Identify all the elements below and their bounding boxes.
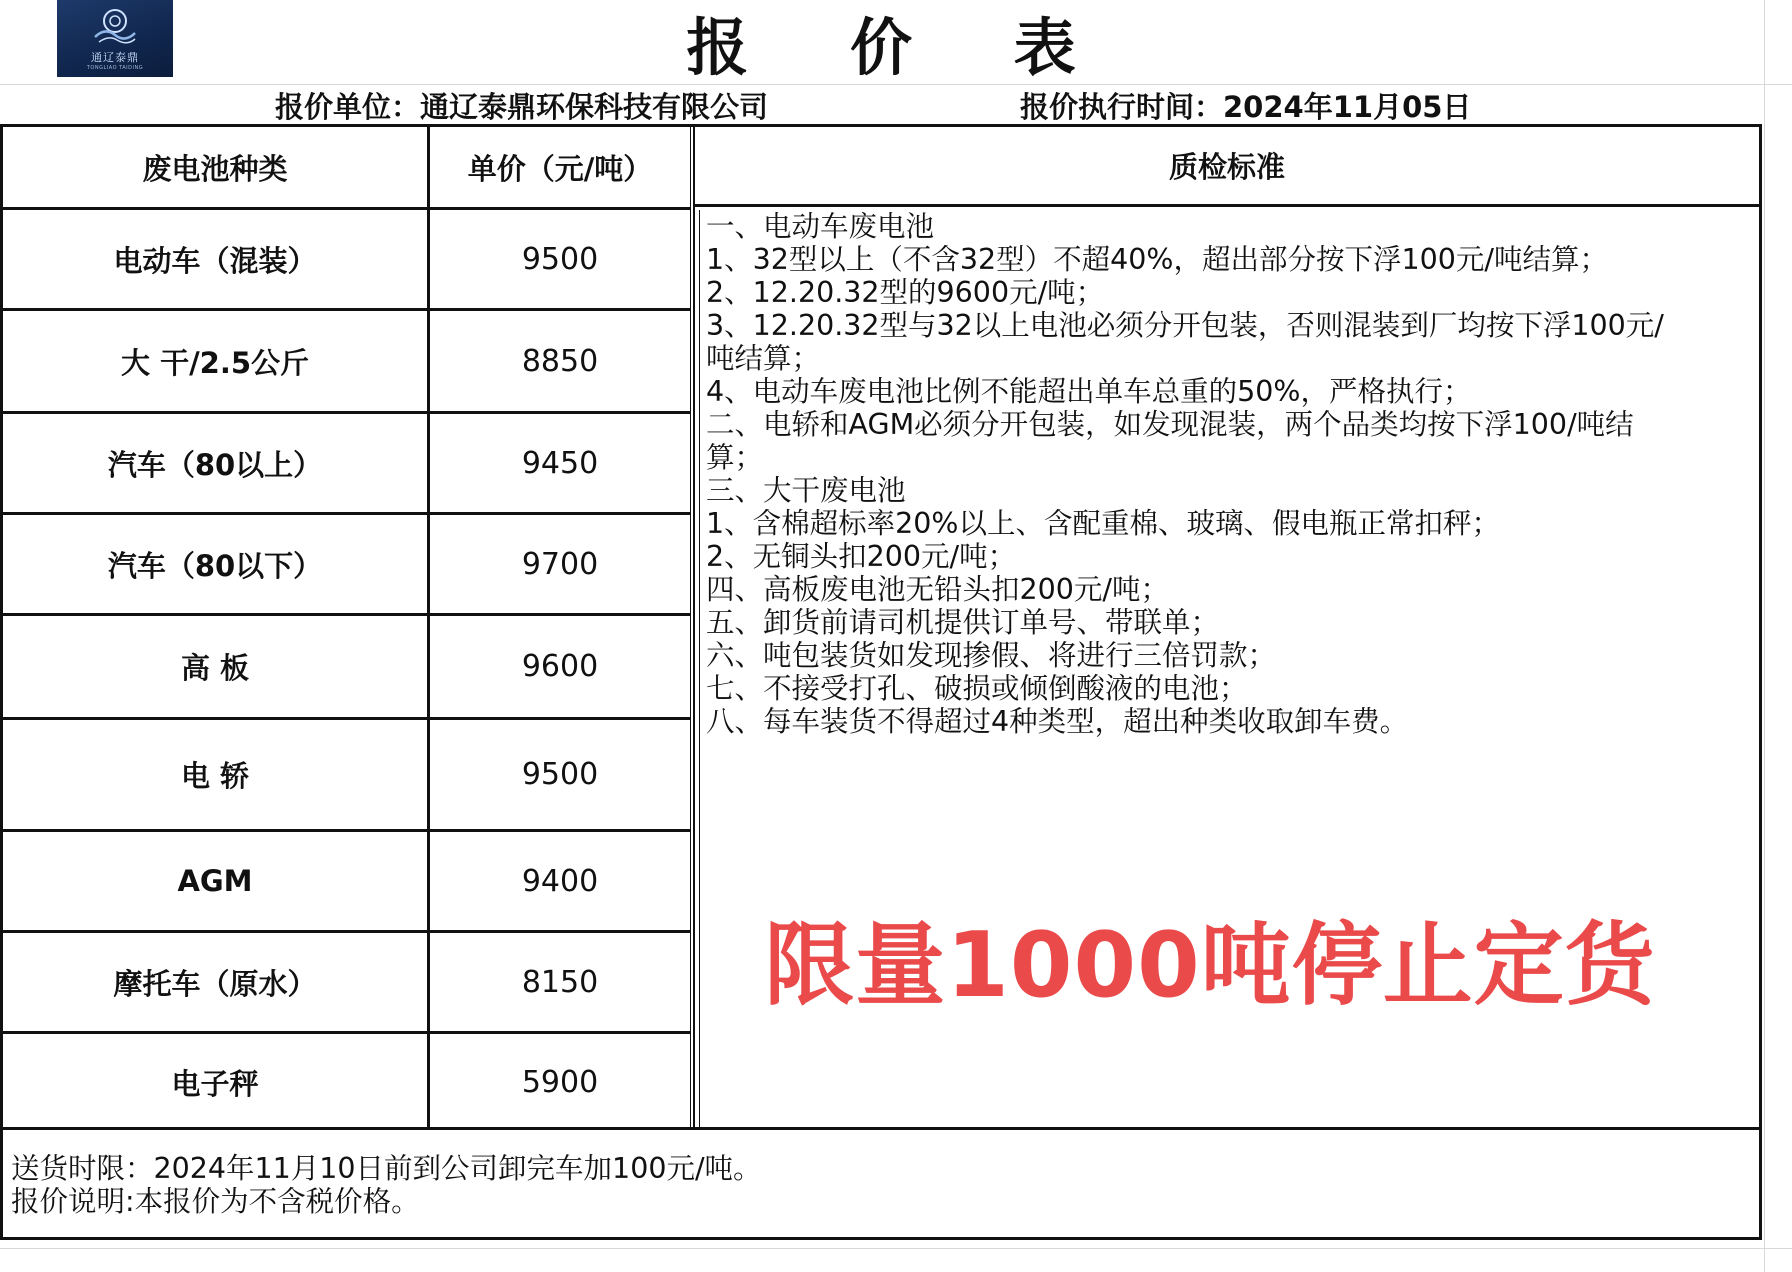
grid-line bbox=[1764, 0, 1765, 1272]
price-cell: 8150 bbox=[430, 933, 690, 1034]
standard-item: 五、卸货前请司机提供订单号、带联单； bbox=[706, 606, 1220, 639]
standard-item: 二、电轿和AGM必须分开包装，如发现混装，两个品类均按下浮100/吨结 bbox=[706, 408, 1634, 441]
price-cell: 9600 bbox=[430, 616, 690, 720]
page-title: 报 价 表 bbox=[686, 10, 1116, 84]
price-cell: 9500 bbox=[430, 720, 690, 832]
price-cell: 8850 bbox=[430, 311, 690, 414]
type-column bbox=[3, 127, 430, 1127]
standard-item: 六、吨包装货如发现掺假、将进行三倍罚款； bbox=[706, 639, 1277, 672]
type-cell: 汽车（80以下） bbox=[3, 515, 427, 616]
logo-text: 通辽泰鼎 bbox=[91, 50, 139, 64]
price-cell: 9500 bbox=[430, 210, 690, 311]
type-cell: 电动车（混装） bbox=[3, 210, 427, 311]
logo-subtext: TONGLIAO TAIDING bbox=[86, 64, 144, 71]
standard-header: 质检标准 bbox=[695, 127, 1759, 207]
type-cell: 电 轿 bbox=[3, 720, 427, 832]
price-header: 单价（元/吨） bbox=[430, 127, 690, 210]
quote-time: 报价执行时间：2024年11月05日 bbox=[1020, 89, 1472, 124]
standard-item: 2、无铜头扣200元/吨； bbox=[706, 540, 1017, 573]
standard-item: 四、高板废电池无铅头扣200元/吨； bbox=[706, 573, 1170, 606]
price-column bbox=[430, 127, 691, 1127]
standard-item: 1、含棉超标率20%以上、含配重棉、玻璃、假电瓶正常扣秤； bbox=[706, 507, 1500, 540]
order-limit-notice: 限量1000吨停止定货 bbox=[764, 913, 1656, 1018]
delivery-deadline: 送货时限：2024年11月10日前到公司卸完车加100元/吨。 bbox=[11, 1152, 762, 1185]
standard-item: 2、12.20.32型的9600元/吨； bbox=[706, 276, 1105, 309]
type-cell: AGM bbox=[3, 832, 427, 933]
standard-item: 1、32型以上（不含32型）不超40%，超出部分按下浮100元/吨结算； bbox=[706, 243, 1609, 276]
price-cell: 9400 bbox=[430, 832, 690, 933]
standard-item: 八、每车装货不得超过4种类型，超出种类收取卸车费。 bbox=[706, 705, 1409, 738]
type-cell: 高 板 bbox=[3, 616, 427, 720]
type-cell: 汽车（80以上） bbox=[3, 414, 427, 515]
type-cell: 电子秤 bbox=[171, 1066, 259, 1101]
standard-item: 4、电动车废电池比例不能超出单车总重的50%，严格执行； bbox=[706, 375, 1472, 408]
grid-line bbox=[0, 1248, 1792, 1249]
standard-item: 3、12.20.32型与32以上电池必须分开包装，否则混装到厂均按下浮100元/ bbox=[706, 309, 1664, 342]
price-cell: 5900 bbox=[521, 1064, 599, 1100]
type-header: 废电池种类 bbox=[3, 127, 427, 210]
type-cell: 大 干/2.5公斤 bbox=[3, 311, 427, 414]
price-cell: 9450 bbox=[430, 414, 690, 515]
type-cell: 摩托车（原水） bbox=[3, 933, 427, 1034]
footer-notes bbox=[0, 1130, 1762, 1240]
standard-item: 一、电动车废电池 bbox=[706, 210, 935, 243]
price-note: 报价说明:本报价为不含税价格。 bbox=[11, 1185, 420, 1218]
standard-item: 三、大干废电池 bbox=[706, 474, 906, 507]
standard-item: 吨结算； bbox=[706, 342, 821, 375]
standard-item: 算； bbox=[706, 441, 764, 474]
standard-item: 七、不接受打孔、破损或倾倒酸液的电池； bbox=[706, 672, 1248, 705]
price-cell: 9700 bbox=[430, 515, 690, 616]
quote-unit: 报价单位：通辽泰鼎环保科技有限公司 bbox=[275, 89, 769, 124]
